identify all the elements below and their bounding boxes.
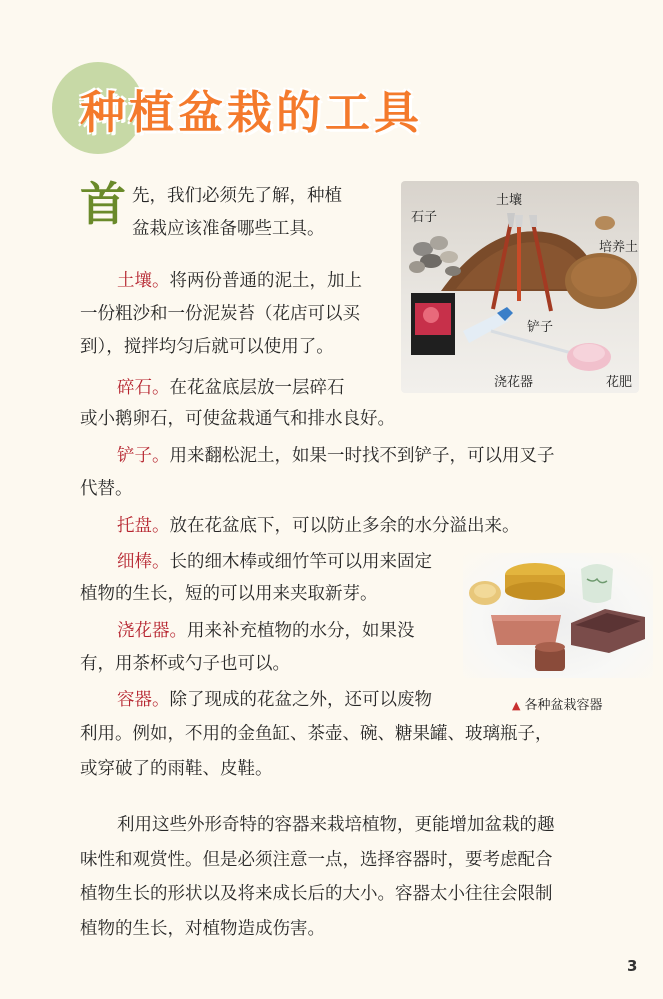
stick-line-2: 植物的生长，短的可以用来夹取新芽。 <box>80 584 378 604</box>
tray-term: 托盘。 <box>117 516 170 536</box>
label-sprayer: 浇花器 <box>494 375 534 390</box>
label-shovel: 铲子 <box>527 320 554 335</box>
closing-line-2: 味性和观赏性。但是必须注意一点，选择容器时，要考虑配合 <box>80 850 553 870</box>
label-stones: 石子 <box>411 210 438 225</box>
sprayer-line-1: 浇花器。用来补充植物的水分，如果没 <box>117 621 415 641</box>
soil-line-1: 土壤。将两份普通的泥土，加上 <box>117 271 362 291</box>
containers-illustration <box>463 553 653 678</box>
gravel-line-2: 或小鹅卵石，可使盆栽通气和排水良好。 <box>80 409 395 429</box>
intro-line-2: 盆栽应该准备哪些工具。 <box>132 219 325 239</box>
shovel-term: 铲子。 <box>117 446 170 466</box>
shovel-line-2: 代替。 <box>80 479 133 499</box>
sprayer-line-2: 有，用茶杯或勺子也可以。 <box>80 654 290 674</box>
stick-line-1: 细棒。长的细木棒或细竹竿可以用来固定 <box>117 552 432 572</box>
page-title: 种植盆栽的工具 <box>80 86 424 139</box>
sprayer-term: 浇花器。 <box>117 621 187 641</box>
container-line-3: 或穿破了的雨鞋、皮鞋。 <box>80 759 273 779</box>
tray-line-1: 托盘。放在花盆底下，可以防止多余的水分溢出来。 <box>117 516 520 536</box>
soil-line-2: 一份粗沙和一份泥炭苔（花店可以买 <box>80 304 360 324</box>
shovel-line-1: 铲子。用来翻松泥土，如果一时找不到铲子，可以用叉子 <box>117 446 555 466</box>
stick-term: 细棒。 <box>117 552 170 572</box>
closing-line-3: 植物生长的形状以及将来成长后的大小。容器太小往往会限制 <box>80 884 553 904</box>
tools-photo <box>401 181 639 393</box>
containers-caption: ▲ 各种盆栽容器 <box>512 698 603 713</box>
label-fertilizer: 花肥 <box>606 375 633 390</box>
soil-term: 土壤。 <box>117 271 170 291</box>
container-line-1: 容器。除了现成的花盆之外，还可以废物 <box>117 690 432 710</box>
containers-photo <box>463 553 653 678</box>
intro-line-1: 先，我们必须先了解，种植 <box>132 186 342 206</box>
gravel-term: 碎石。 <box>117 378 170 398</box>
label-culture-soil: 培养土 <box>599 240 639 255</box>
page-number: 3 <box>627 957 638 975</box>
soil-line-3: 到），搅拌均匀后就可以使用了。 <box>80 337 334 357</box>
closing-line-1: 利用这些外形奇特的容器来栽培植物，更能增加盆栽的趣 <box>117 815 555 835</box>
label-soil: 土壤 <box>496 193 523 208</box>
container-line-2: 利用。例如，不用的金鱼缸、茶壶、碗、糖果罐、玻璃瓶子， <box>80 724 553 744</box>
container-term: 容器。 <box>117 690 170 710</box>
dropcap: 首 <box>80 177 126 231</box>
gravel-line-1: 碎石。在花盆底层放一层碎石 <box>117 378 345 398</box>
triangle-icon: ▲ <box>512 699 521 712</box>
closing-line-4: 植物的生长，对植物造成伤害。 <box>80 919 325 939</box>
